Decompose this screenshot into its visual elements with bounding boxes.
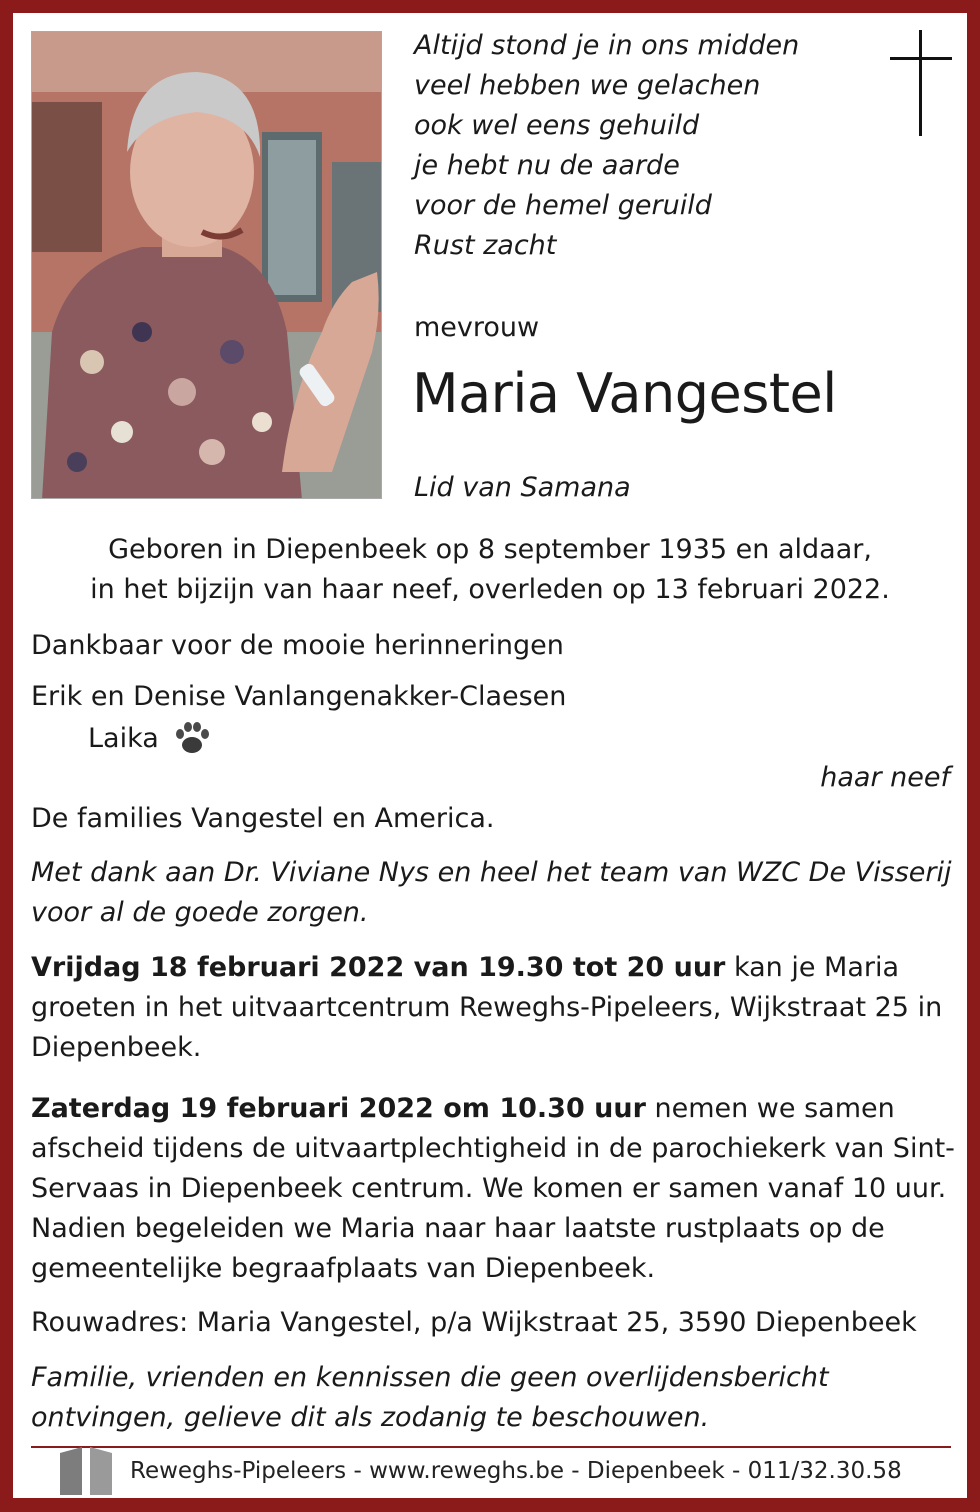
family-couple: Erik en Denise Vanlangenakker-Claesen: [31, 681, 567, 712]
birth-line: in het bijzijn van haar neef, overleden op 13 februari 2022.: [90, 574, 890, 605]
poem-line: ook wel eens gehuild: [414, 110, 700, 141]
poem-line: Altijd stond je in ons midden: [414, 30, 800, 61]
frame-bottom-border: [0, 1498, 980, 1512]
deceased-name: Maria Vangestel: [412, 362, 837, 425]
poem-line: veel hebben we gelachen: [414, 70, 761, 101]
footer-divider: [31, 1446, 951, 1448]
poem-line: voor de hemel geruild: [414, 190, 712, 221]
visitation-details: kan je Maria groeten in het uitvaartcentrum Reweghs-Pipeleers, Wijkstraat 25 in Diepenbeek.: [31, 952, 943, 1063]
ceremony-date: Zaterdag 19 februari 2022 om 10.30 uur: [31, 1093, 646, 1124]
notice: Familie, vrienden en kennissen die geen overlijdensbericht ontvingen, gelieve dit als zodanig te beschouwen.: [31, 1362, 829, 1433]
birth-line: Geboren in Diepenbeek op 8 september 1935 en aldaar,: [108, 534, 872, 565]
poem-line: Rust zacht: [414, 230, 557, 261]
cross-icon: [890, 30, 952, 136]
frame-right-border: [967, 0, 980, 1512]
paw-print-icon: [172, 718, 212, 758]
portrait-photo: [31, 31, 382, 499]
ceremony-details: nemen we samen afscheid tijdens de uitvaartplechtigheid in de parochiekerk van Sint-Servaas in Diepenbeek centrum. We komen er samen vanaf 10 uur. Nadien begeleiden we Maria naar haar laatste rustplaats op de gemeentelijke begraafplaats van Diepenbeek.: [31, 1093, 955, 1284]
birth-death-statement: [0, 530, 980, 610]
funeral-home-logo-icon: [58, 1445, 114, 1497]
visitation-info: [31, 948, 956, 1068]
thanks-note: Met dank aan Dr. Viviane Nys en heel het team van WZC De Visserij voor al de goede zorgen.: [31, 857, 952, 928]
visitation-date: Vrijdag 18 februari 2022 van 19.30 tot 20 uur: [31, 952, 726, 983]
deceased-title: mevrouw: [414, 312, 540, 343]
poem: [414, 26, 799, 266]
funeral-home-footer: Reweghs-Pipeleers - www.reweghs.be - Diepenbeek - 011/32.30.58: [130, 1458, 902, 1484]
pet-name: Laika: [88, 723, 159, 754]
frame-left-border: [0, 0, 13, 1512]
mourning-address: Rouwadres: Maria Vangestel, p/a Wijkstraat 25, 3590 Diepenbeek: [31, 1307, 917, 1338]
frame-top-border: [0, 0, 980, 13]
membership: Lid van Samana: [414, 472, 631, 503]
relation-label: haar neef: [820, 762, 950, 793]
families: De families Vangestel en America.: [31, 803, 495, 834]
ceremony-info: [31, 1089, 956, 1289]
family-intro: Dankbaar voor de mooie herinneringen: [31, 630, 564, 661]
poem-line: je hebt nu de aarde: [414, 150, 680, 181]
